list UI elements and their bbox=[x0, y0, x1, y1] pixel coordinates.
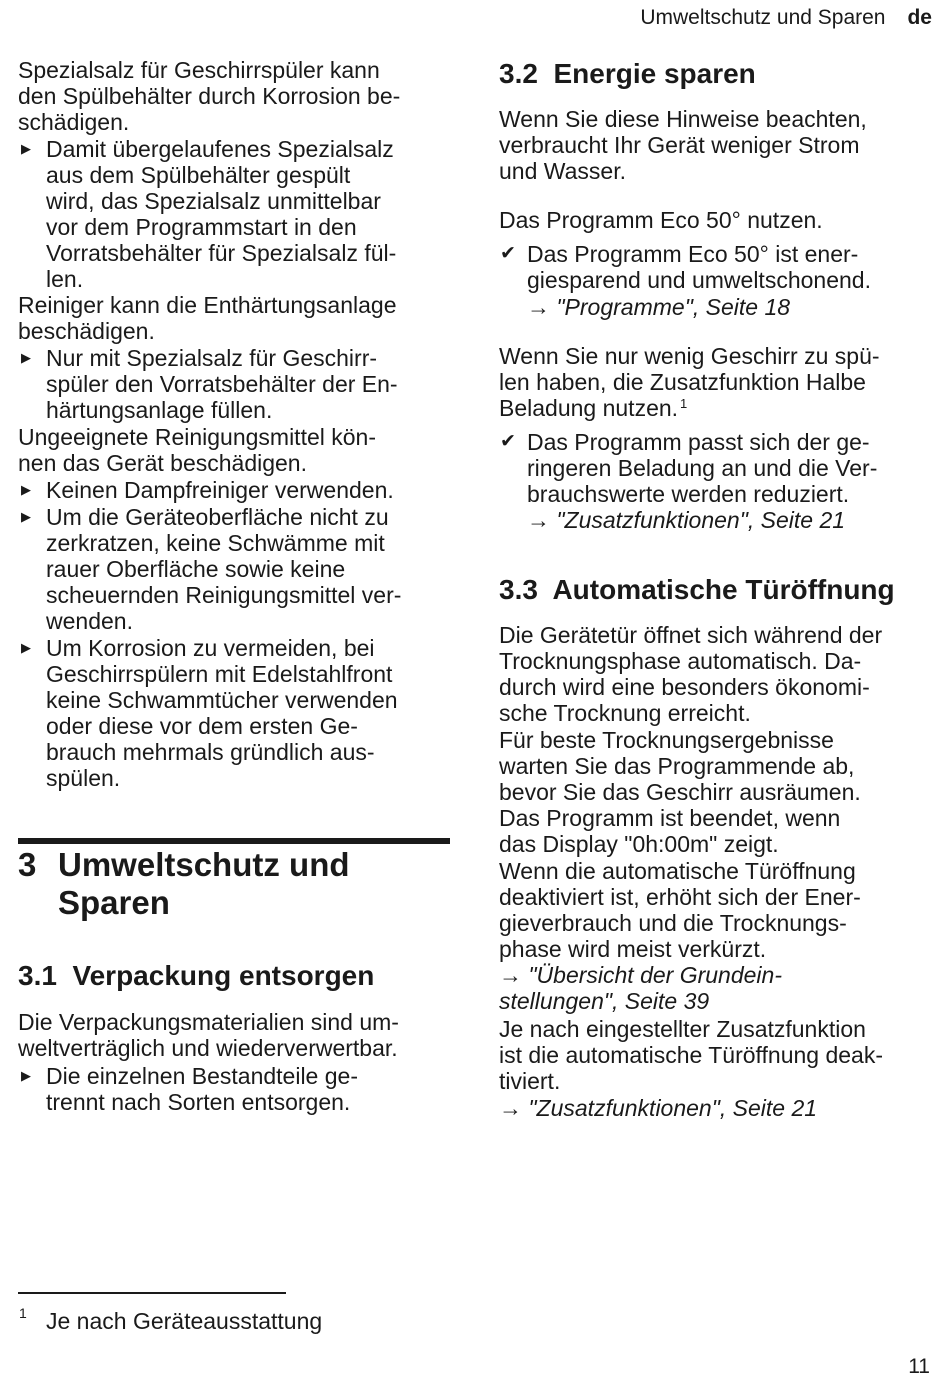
running-header bbox=[640, 6, 932, 30]
bullet-line: Damit übergelaufenes Spezialsalz bbox=[46, 136, 394, 162]
bullet-line: spüler den Vorratsbehälter der En- bbox=[46, 371, 398, 397]
paragraph-line: Das Programm ist beendet, wenn bbox=[499, 805, 841, 831]
paragraph-line: beschädigen. bbox=[18, 318, 155, 344]
footnote-reference[interactable]: 1 bbox=[680, 396, 688, 411]
bullet-line: oder diese vor dem ersten Ge- bbox=[46, 713, 358, 739]
bullet-line: Um die Geräteoberfläche nicht zu bbox=[46, 504, 389, 530]
paragraph-line: Die Gerätetür öffnet sich während der bbox=[499, 622, 883, 648]
paragraph-line: bevor Sie das Geschirr ausräumen. bbox=[499, 779, 861, 805]
header-section-title: Umweltschutz und Sparen bbox=[640, 6, 886, 29]
triangle-right-icon: ▶ bbox=[21, 482, 31, 497]
paragraph-line: das Display "0h:00m" zeigt. bbox=[499, 831, 779, 857]
cross-reference-link[interactable]: → "Zusatzfunktionen", Seite 21 bbox=[527, 507, 846, 533]
result-line: brauchswerte werden reduziert. bbox=[527, 481, 850, 507]
paragraph-line: warten Sie das Programmende ab, bbox=[499, 753, 855, 779]
paragraph-line: Die Verpackungsmaterialien sind um- bbox=[18, 1009, 399, 1035]
bullet-line: Nur mit Spezialsalz für Geschirr- bbox=[46, 345, 378, 371]
bullet-line: scheuernden Reinigungsmittel ver- bbox=[46, 582, 402, 608]
header-language-code: de bbox=[907, 6, 932, 29]
bullet-line: härtungsanlage füllen. bbox=[46, 397, 273, 423]
paragraph-text: Beladung nutzen. bbox=[499, 395, 679, 421]
cross-reference-link[interactable]: → "Zusatzfunktionen", Seite 21 bbox=[499, 1095, 818, 1121]
cross-reference-link[interactable]: stellungen", Seite 39 bbox=[499, 988, 710, 1014]
bullet-line: trennt nach Sorten entsorgen. bbox=[46, 1089, 351, 1115]
paragraph-line: Ungeeignete Reinigungsmittel kön- bbox=[18, 424, 376, 450]
chapter-title-line: Umweltschutz und bbox=[58, 846, 350, 883]
paragraph-line: len haben, die Zusatzfunktion Halbe bbox=[499, 369, 866, 395]
bullet-line: Geschirrspülern mit Edelstahlfront bbox=[46, 661, 393, 687]
result-line: Das Programm Eco 50° ist ener- bbox=[527, 241, 859, 267]
bullet-line: Um Korrosion zu vermeiden, bei bbox=[46, 635, 375, 661]
paragraph-line: Für beste Trocknungsergebnisse bbox=[499, 727, 834, 753]
section-heading: 3.3 Automatische Türöffnung bbox=[499, 574, 895, 605]
triangle-right-icon: ▶ bbox=[21, 141, 31, 156]
paragraph-line: Das Programm Eco 50° nutzen. bbox=[499, 207, 823, 233]
chapter-title-line: Sparen bbox=[58, 884, 170, 921]
paragraph-line: ist die automatische Türöffnung deak- bbox=[499, 1042, 883, 1068]
paragraph-line: weltverträglich und wiederverwertbar. bbox=[18, 1035, 398, 1061]
check-icon: ✔ bbox=[500, 243, 516, 264]
paragraph-line: Spezialsalz für Geschirrspüler kann bbox=[18, 57, 380, 83]
bullet-line: wenden. bbox=[46, 608, 133, 634]
result-line: Das Programm passt sich der ge- bbox=[527, 429, 870, 455]
paragraph-line: und Wasser. bbox=[499, 158, 626, 184]
paragraph-line: durch wird eine besonders ökonomi- bbox=[499, 674, 870, 700]
bullet-line: Vorratsbehälter für Spezialsalz fül- bbox=[46, 240, 397, 266]
bullet-line: aus dem Spülbehälter gespült bbox=[46, 162, 351, 188]
bullet-line: brauch mehrmals gründlich aus- bbox=[46, 739, 375, 765]
paragraph-line: Wenn Sie diese Hinweise beachten, bbox=[499, 106, 867, 132]
section-heading: 3.1 Verpackung entsorgen bbox=[18, 960, 375, 991]
paragraph-line: phase wird meist verkürzt. bbox=[499, 936, 767, 962]
chapter-number: 3 bbox=[18, 846, 37, 883]
paragraph-line: Trocknungsphase automatisch. Da- bbox=[499, 648, 862, 674]
triangle-right-icon: ▶ bbox=[21, 350, 31, 365]
cross-reference-link[interactable]: → "Programme", Seite 18 bbox=[527, 294, 791, 320]
paragraph-line bbox=[499, 395, 687, 421]
paragraph-line: Je nach eingestellter Zusatzfunktion bbox=[499, 1016, 866, 1042]
footnote-number: 1 bbox=[19, 1305, 27, 1321]
footnote-separator bbox=[18, 1292, 286, 1294]
bullet-line: vor dem Programmstart in den bbox=[46, 214, 357, 240]
paragraph-line: verbraucht Ihr Gerät weniger Strom bbox=[499, 132, 860, 158]
triangle-right-icon: ▶ bbox=[21, 509, 31, 524]
result-line: giesparend und umweltschonend. bbox=[527, 267, 871, 293]
bullet-line: Die einzelnen Bestandteile ge- bbox=[46, 1063, 358, 1089]
bullet-line: len. bbox=[46, 266, 84, 292]
bullet-line: Keinen Dampfreiniger verwenden. bbox=[46, 477, 394, 503]
chapter-rule bbox=[18, 838, 450, 844]
footnote-text: Je nach Geräteausstattung bbox=[46, 1308, 323, 1334]
section-heading: 3.2 Energie sparen bbox=[499, 58, 756, 89]
bullet-line: rauer Oberfläche sowie keine bbox=[46, 556, 346, 582]
bullet-line: zerkratzen, keine Schwämme mit bbox=[46, 530, 385, 556]
bullet-line: wird, das Spezialsalz unmittelbar bbox=[46, 188, 381, 214]
check-icon: ✔ bbox=[500, 431, 516, 452]
paragraph-line: deaktiviert ist, erhöht sich der Ener- bbox=[499, 884, 861, 910]
paragraph-line: tiviert. bbox=[499, 1068, 561, 1094]
triangle-right-icon: ▶ bbox=[21, 640, 31, 655]
paragraph-line: Wenn die automatische Türöffnung bbox=[499, 858, 856, 884]
cross-reference-link[interactable]: → "Übersicht der Grundein- bbox=[499, 962, 782, 988]
paragraph-line: gieverbrauch und die Trocknungs- bbox=[499, 910, 847, 936]
paragraph-line: sche Trocknung erreicht. bbox=[499, 700, 751, 726]
paragraph-line: schädigen. bbox=[18, 109, 130, 135]
paragraph-line: nen das Gerät beschädigen. bbox=[18, 450, 307, 476]
bullet-line: keine Schwammtücher verwenden bbox=[46, 687, 398, 713]
triangle-right-icon: ▶ bbox=[21, 1068, 31, 1083]
bullet-line: spülen. bbox=[46, 765, 121, 791]
paragraph-line: Reiniger kann die Enthärtungsanlage bbox=[18, 292, 397, 318]
paragraph-line: Wenn Sie nur wenig Geschirr zu spü- bbox=[499, 343, 880, 369]
paragraph-line: den Spülbehälter durch Korrosion be- bbox=[18, 83, 401, 109]
page-number: 11 bbox=[908, 1355, 930, 1378]
result-line: ringeren Beladung an und die Ver- bbox=[527, 455, 878, 481]
